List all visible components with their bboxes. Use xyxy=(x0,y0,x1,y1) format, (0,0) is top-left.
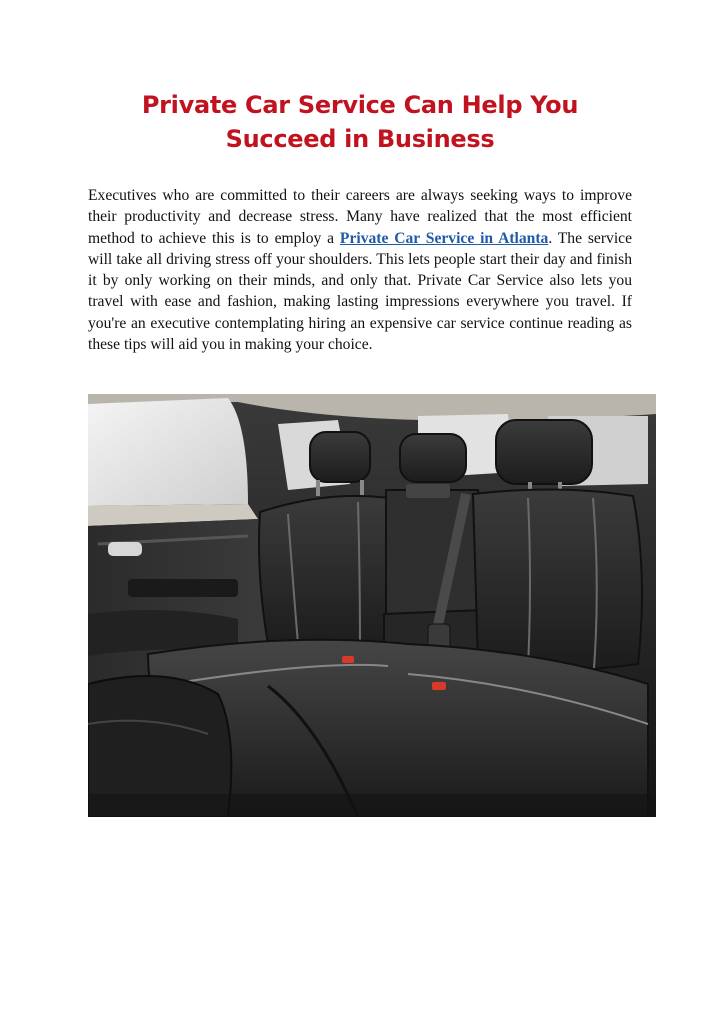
buckle-red-right xyxy=(432,682,446,690)
door-handle xyxy=(108,542,142,556)
paragraph-text-after-link: . The service will take all driving stress off your shoulders. This lets people start their day and finish it by only working on their minds, and only that. Private Car Service also lets you travel with ease and fashion, making lasting impressions everywhere you travel. If you're an executive contemplating hiring an expensive car service continue reading as these tips will aid you in making your choice. xyxy=(88,229,632,354)
right-headrest xyxy=(496,420,592,484)
car-interior-illustration xyxy=(88,394,656,817)
private-car-service-link[interactable]: Private Car Service in Atlanta xyxy=(339,229,549,247)
side-window xyxy=(88,398,248,506)
center-headrest xyxy=(400,434,466,482)
buckle-red-left xyxy=(342,656,354,663)
right-seatback xyxy=(473,489,642,670)
left-seatback xyxy=(259,496,388,650)
intro-paragraph xyxy=(88,185,632,355)
title-line-1: Private Car Service Can Help You xyxy=(141,91,579,119)
document-title xyxy=(60,88,660,156)
title-line-2: Succeed in Business xyxy=(225,125,495,153)
car-rear-seat-photo xyxy=(88,394,656,817)
left-headrest xyxy=(310,432,370,482)
paragraph-text-before-link: Executives who are committed to their careers are always seeking ways to improve their productivity and decrease stress. Many have realized that the most efficient method to achieve this is to employ a xyxy=(88,187,632,247)
